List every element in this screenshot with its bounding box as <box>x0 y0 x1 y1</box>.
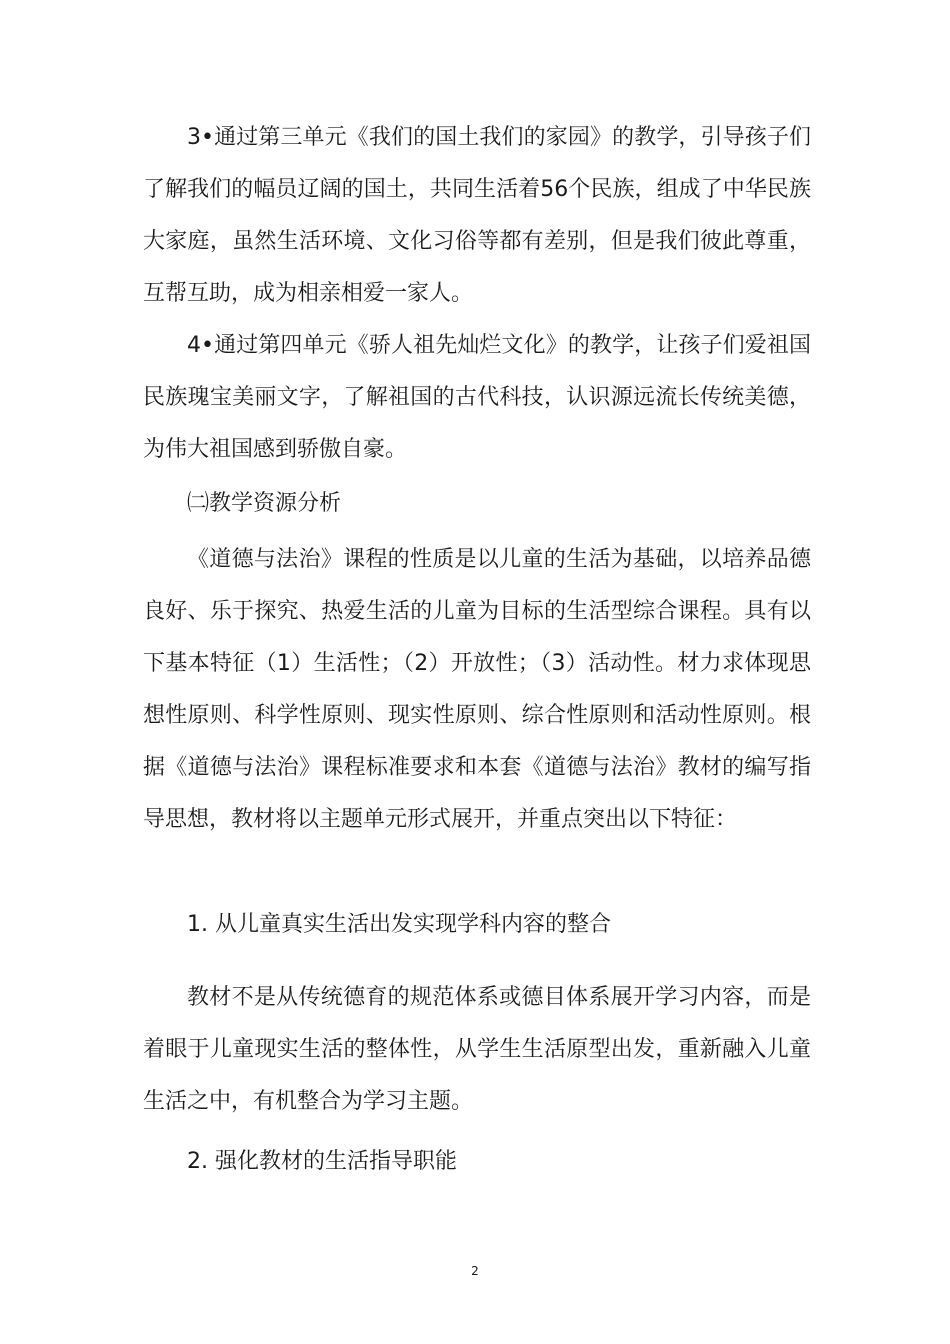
paragraph-life-integration: 教材不是从传统德育的规范体系或德目体系展开学习内容，而是着眼于儿童现实生活的整体性，从学生生活原型出发，重新融入儿童生活之中，有机整合为学习主题。 <box>143 985 811 1114</box>
paragraph-resource-analysis: 《道德与法治》课程的性质是以儿童的生活为基础，以培养品德良好、乐于探究、热爱生活的儿童为目标的生活型综合课程。具有以下基本特征（1）生活性；（2）开放性；（3）活动性。材力求体现思想性原则、科学性原则、现实性原则、综合性原则和活动性原则。根据《道德与法治》课程标准要求和本套《道德与法治》教材的编写指导思想，教材将以主题单元形式展开，并重点突出以下特征： <box>143 547 811 832</box>
paragraph-unit-four: 4•通过第四单元《骄人祖先灿烂文化》的教学，让孩子们爱祖国民族瑰宝美丽文字，了解祖国的古代科技，认识源远流长传统美德，为伟大祖国感到骄傲自豪。 <box>143 333 811 462</box>
paragraph-unit-three: 3•通过第三单元《我们的国土我们的家园》的教学，引导孩子们了解我们的幅员辽阔的国土，共同生活着56个民族，组成了中华民族大家庭，虽然生活环境、文化习俗等都有差别，但是我们彼此尊重，互帮互助，成为相亲相爱一家人。 <box>143 125 811 306</box>
list-item-heading-1: 1. 从儿童真实生活出发实现学科内容的整合 <box>187 912 611 937</box>
section-heading: ㈡教学资源分析 <box>187 491 342 516</box>
page-number: 2 <box>471 1264 479 1278</box>
list-item-heading-2: 2. 强化教材的生活指导职能 <box>187 1149 457 1174</box>
